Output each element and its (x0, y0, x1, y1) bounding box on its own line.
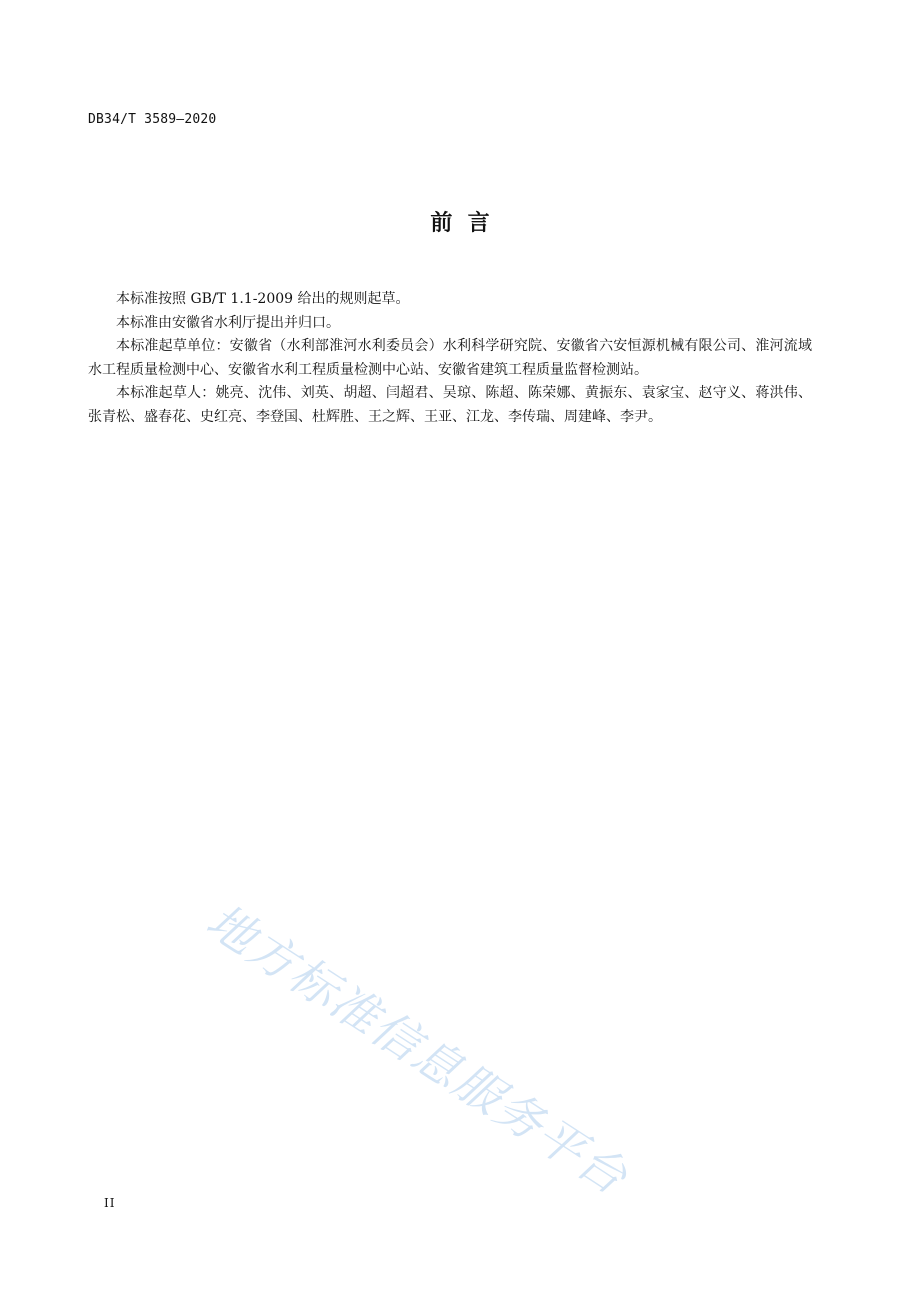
document-code: DB34/T 3589—2020 (88, 112, 217, 127)
paragraph-drafting-rules: 本标准按照 GB/T 1.1-2009 给出的规则起草。 (116, 291, 410, 307)
paragraph-drafters: 本标准起草人：姚亮、沈伟、刘英、胡超、闫超君、吴琼、陈超、陈荣娜、黄振东、袁家宝、赵守义、蒋洪伟、张青松、盛春花、史红亮、李登国、杜辉胜、王之辉、王亚、江龙、李传瑞、周建峰、李尹。 (88, 385, 812, 425)
paragraph-drafting-units: 本标准起草单位：安徽省（水利部淮河水利委员会）水利科学研究院、安徽省六安恒源机械有限公司、淮河流域水工程质量检测中心、安徽省水利工程质量检测中心站、安徽省建筑工程质量监督检测站。 (88, 338, 812, 378)
watermark: 地方标准信息服务平台 (196, 893, 638, 1207)
page-number: II (104, 1196, 116, 1210)
page-title: 前 言 (430, 211, 490, 236)
paragraph-proposer: 本标准由安徽省水利厅提出并归口。 (116, 314, 340, 331)
foreword-body (88, 288, 812, 429)
